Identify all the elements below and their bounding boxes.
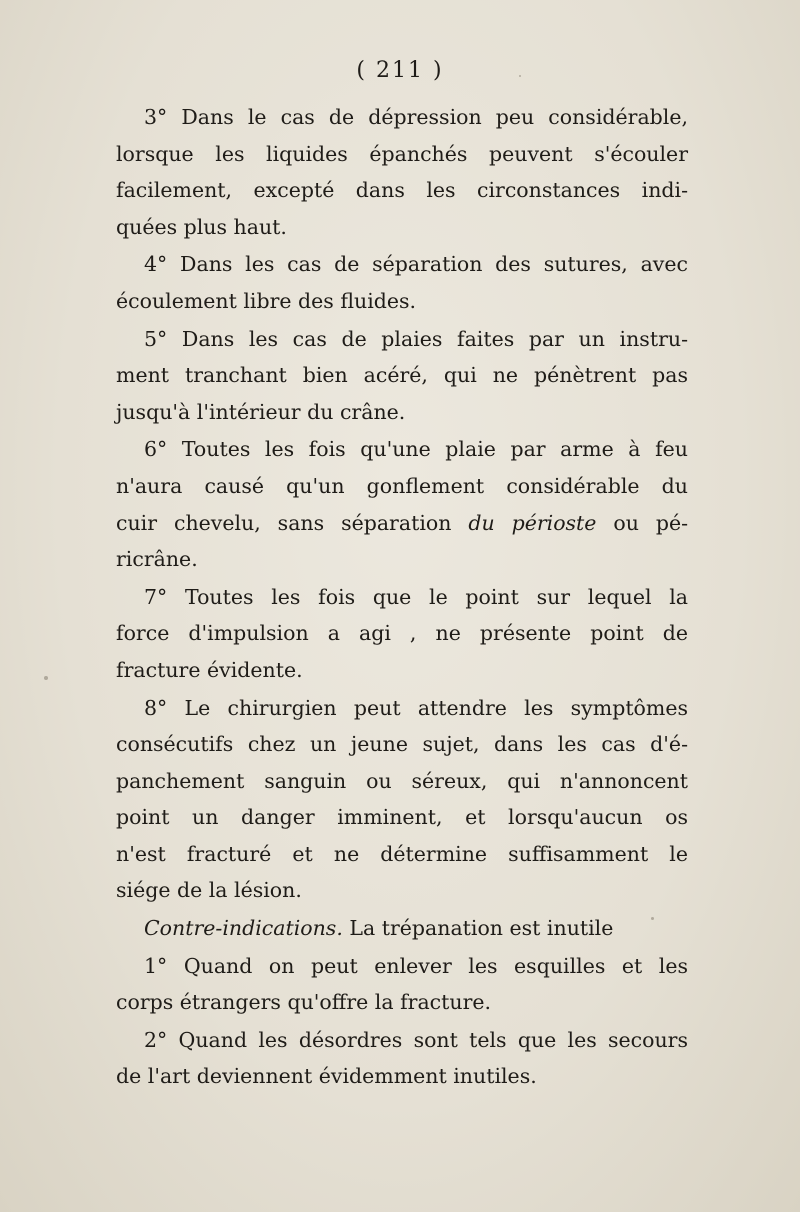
text-line: 5° Dans les cas de plaies faites par un instru-	[144, 326, 688, 351]
italic-phrase: du périoste	[468, 510, 597, 535]
paragraph-8	[116, 690, 688, 910]
text-line: 6° Toutes les fois qu'une plaie par arme à feu	[144, 437, 688, 462]
text-line: écoulement libre des fluides.	[116, 288, 417, 313]
paper-blemish	[519, 75, 521, 77]
paragraph-6	[116, 431, 688, 577]
text-line: jusqu'à l'intérieur du crâne.	[116, 399, 406, 424]
paragraph-3	[116, 99, 688, 245]
text-segment: cuir chevelu, sans séparation	[116, 510, 469, 535]
text-line: lorsque les liquides épanchés peuvent s'écouler	[116, 141, 688, 166]
text-line	[116, 910, 688, 947]
text-line: n'est fracturé et ne détermine suffisamment le	[116, 841, 688, 866]
text-line: corps étrangers qu'offre la fracture.	[116, 990, 492, 1015]
contra-indications-heading	[116, 910, 688, 947]
text-line: panchement sanguin ou séreux, qui n'annoncent	[116, 768, 688, 793]
text-line: 7° Toutes les fois que le point sur lequel la	[144, 584, 688, 609]
text-line: 4° Dans les cas de séparation des sutures, avec	[144, 252, 688, 277]
text-line: 2° Quand les désordres sont tels que les secours	[144, 1027, 688, 1052]
text-line: quées plus haut.	[116, 214, 287, 239]
text-segment: La trépanation est inutile	[342, 916, 614, 941]
text-line: 8° Le chirurgien peut attendre les symptômes	[144, 695, 688, 720]
text-line: fracture évidente.	[116, 657, 303, 682]
paper-blemish	[651, 917, 654, 920]
text-line: de l'art deviennent évidemment inutiles.	[116, 1064, 537, 1089]
text-line: force d'impulsion a agi , ne présente point de	[116, 621, 688, 646]
text-line-with-italic	[116, 505, 688, 542]
paper-blemish	[44, 676, 48, 680]
text-line: n'aura causé qu'un gonflement considérable du	[116, 473, 688, 498]
text-line: consécutifs chez un jeune sujet, dans les cas d'é-	[116, 732, 688, 757]
paragraph-4	[116, 246, 688, 319]
contra-paragraph-2	[116, 1022, 688, 1095]
paragraph-5	[116, 321, 688, 431]
text-line: point un danger imminent, et lorsqu'aucun os	[116, 805, 688, 830]
italic-heading: Contre-indications.	[144, 916, 343, 941]
text-segment: ou pé-	[596, 510, 689, 535]
text-line: 1° Quand on peut enlever les esquilles et les	[144, 953, 688, 978]
page-number: ( 211 )	[356, 58, 444, 83]
text-line: siége de la lésion.	[116, 878, 302, 903]
text-line: facilement, excepté dans les circonstances indi-	[116, 178, 688, 203]
body-text	[116, 99, 688, 1096]
contra-paragraph-1	[116, 948, 688, 1021]
text-line: ricrâne.	[116, 547, 198, 572]
text-line: ment tranchant bien acéré, qui ne pénètrent pas	[116, 363, 688, 388]
text-line: 3° Dans le cas de dépression peu considérable,	[144, 105, 688, 129]
paragraph-7	[116, 579, 688, 689]
